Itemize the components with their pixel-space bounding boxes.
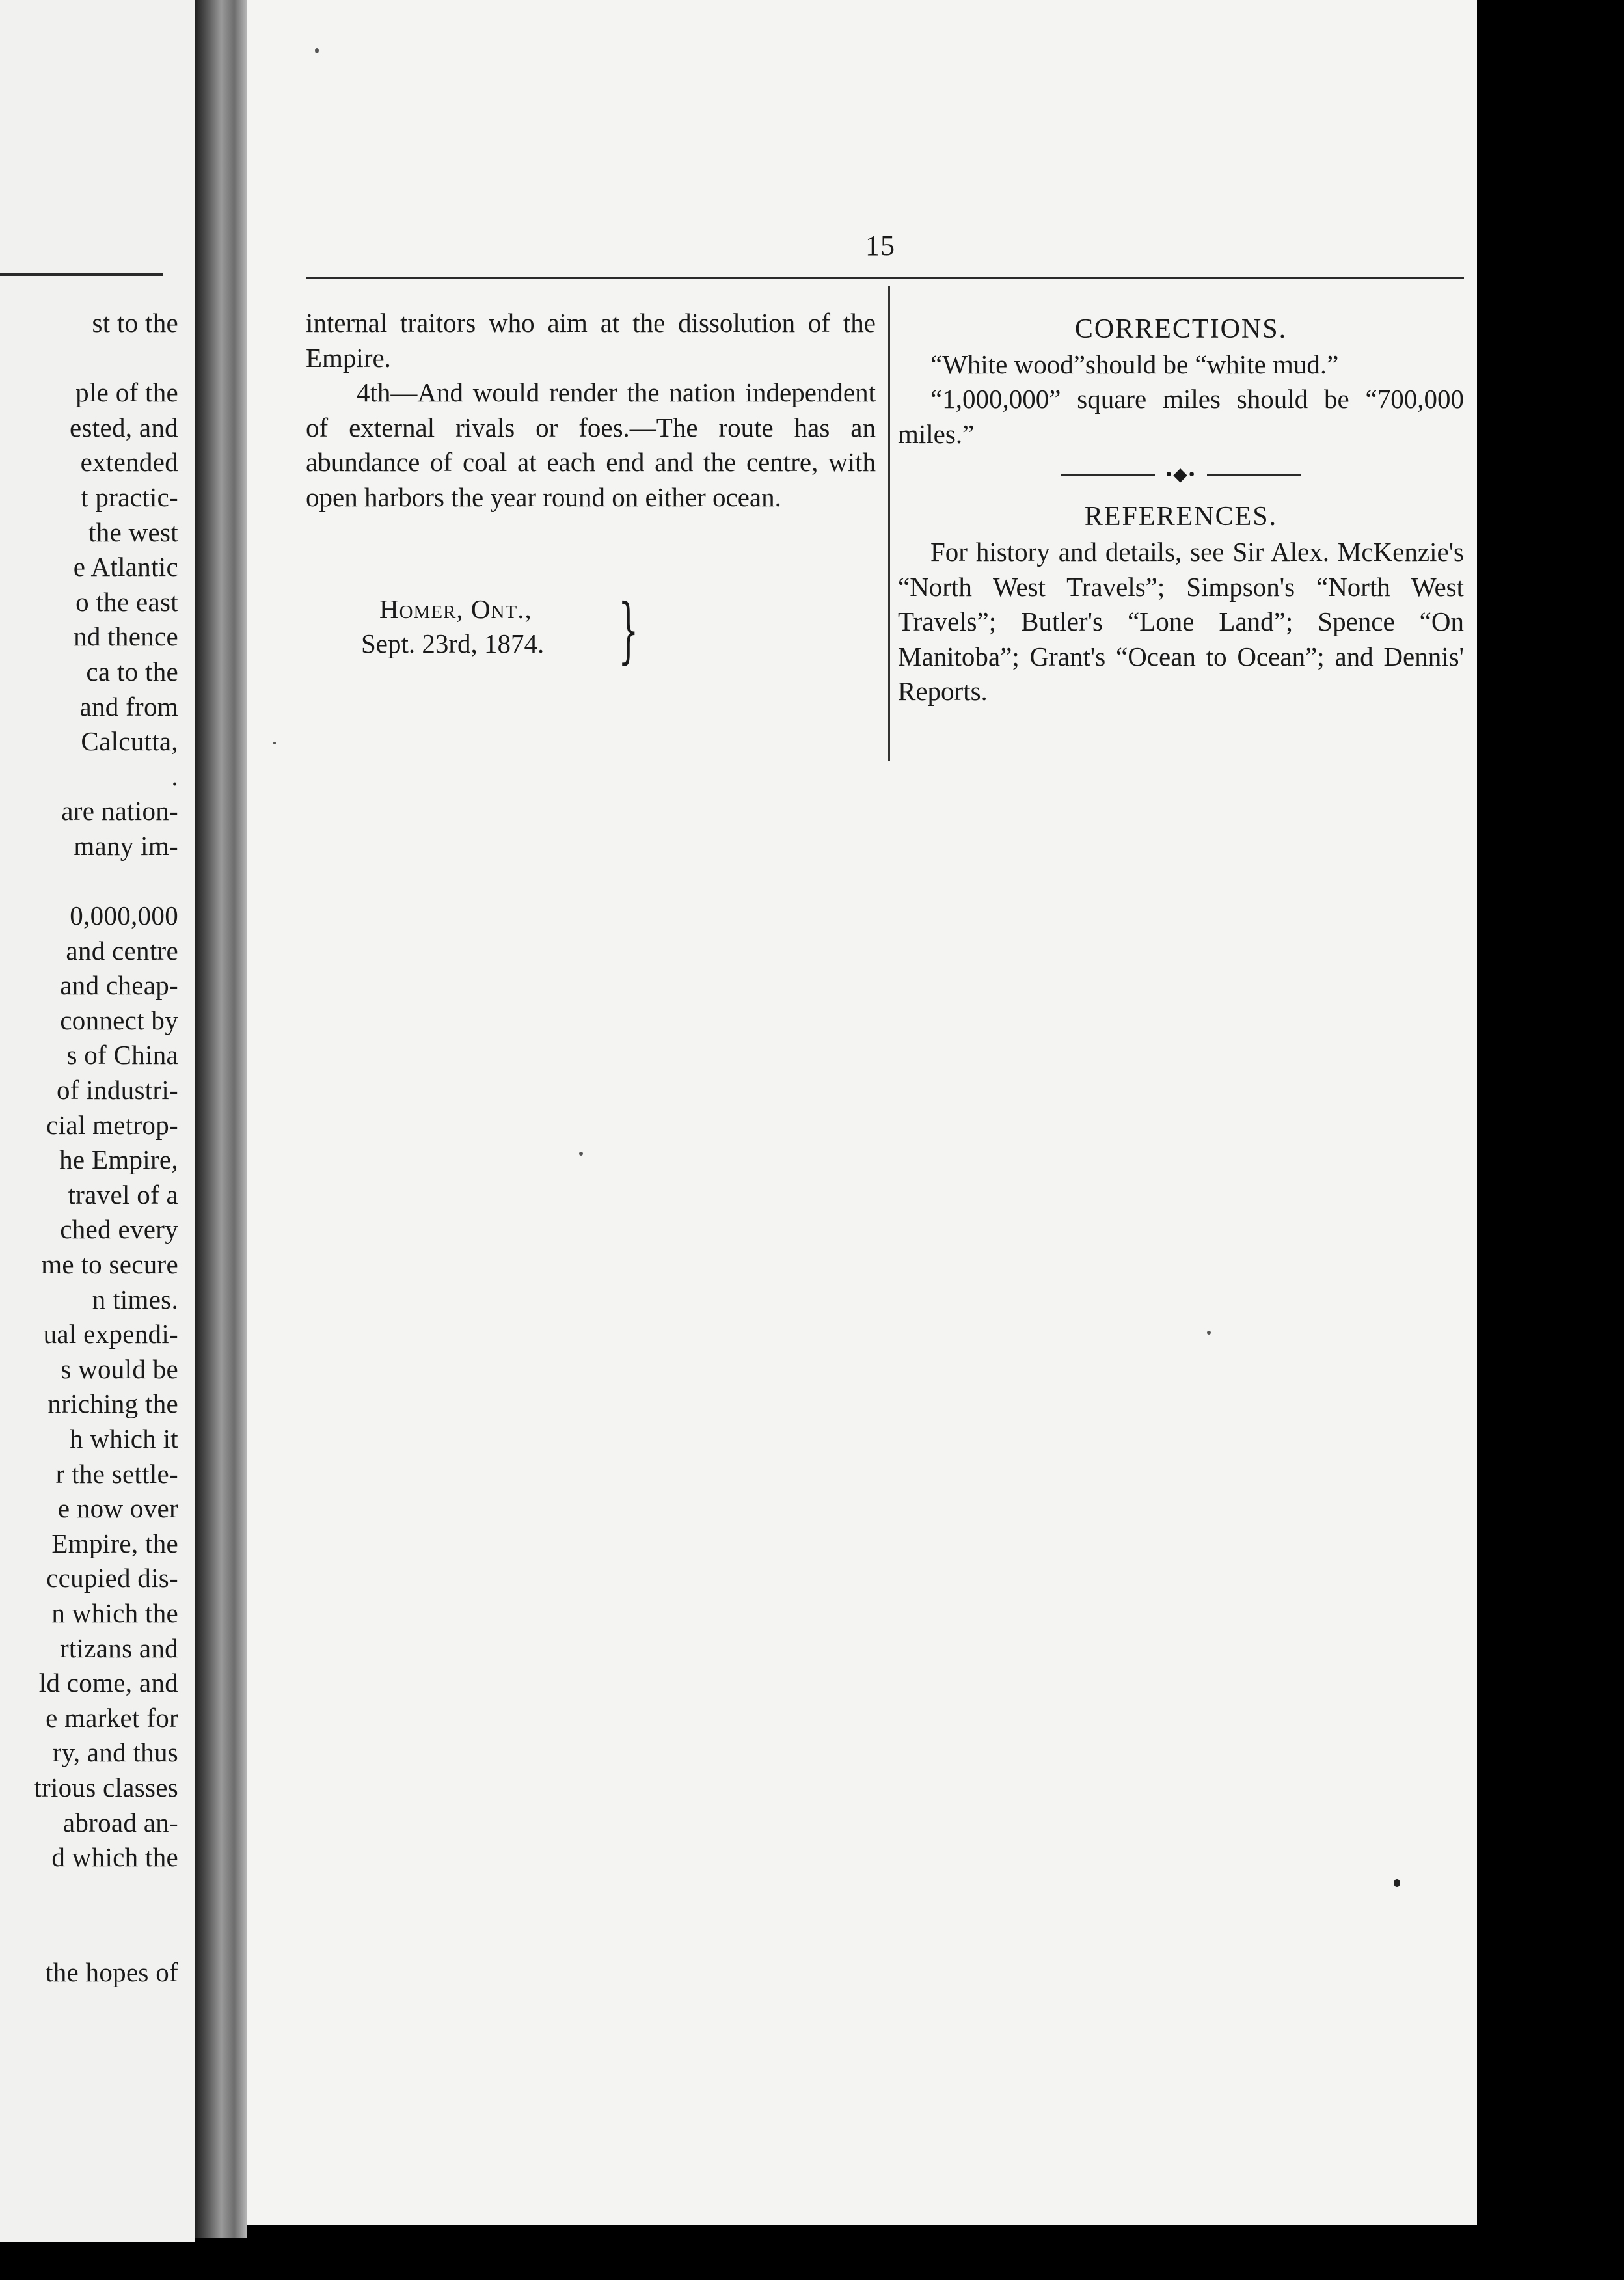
previous-page-text	[0, 306, 178, 1875]
signoff-place: Homer, Ont.,	[379, 594, 532, 624]
paragraph-fourth-point: 4th—And would render the nation independent of external rivals or foes.—The route has an abundance of coal at each end and the centre, with open harbors the year round on either ocean.	[306, 377, 876, 512]
correction-1: “White wood”should be “white mud.”	[930, 349, 1339, 379]
previous-page-line: extended	[80, 447, 178, 478]
previous-page-line: e market for	[46, 1702, 178, 1733]
previous-page-line: and centre	[66, 935, 178, 966]
previous-page-line: Calcutta,	[81, 726, 178, 757]
column-divider	[888, 286, 890, 761]
previous-page-line: travel of a	[68, 1179, 178, 1210]
book-gutter	[195, 0, 247, 2238]
speck	[273, 742, 276, 744]
signoff	[361, 592, 544, 661]
previous-page-line: r the settle-	[55, 1458, 178, 1489]
references-heading: REFERENCES.	[1084, 502, 1278, 532]
previous-page-line: the hopes of	[46, 1957, 178, 1987]
previous-page-line: ca to the	[86, 656, 178, 686]
previous-page-line: and cheap-	[60, 970, 178, 1001]
previous-page-line: are nation-	[61, 796, 178, 826]
section-ornament	[1061, 466, 1301, 485]
previous-page-line: t practic-	[81, 482, 178, 512]
previous-page-line: s of China	[66, 1040, 178, 1070]
previous-page-line: o the east	[75, 586, 178, 617]
corrections-heading: CORRECTIONS.	[1074, 314, 1288, 344]
previous-page-line: nd thence	[74, 621, 178, 652]
header-rule	[306, 277, 1464, 279]
signoff-date: Sept. 23rd, 1874.	[361, 629, 545, 658]
speck	[1207, 1331, 1211, 1335]
previous-page-line: ual expendi-	[43, 1319, 178, 1350]
previous-page-header-rule	[0, 273, 163, 276]
page-number: 15	[865, 230, 895, 262]
previous-page-text-tail	[0, 1955, 178, 1990]
previous-page-line: me to secure	[41, 1249, 178, 1280]
previous-page-line	[0, 341, 178, 376]
previous-page-line	[0, 864, 178, 899]
previous-page-line: h which it	[70, 1424, 178, 1454]
previous-page-line: .	[171, 761, 178, 791]
previous-page-line: s would be	[61, 1353, 178, 1384]
paragraph-dissolution: internal traitors who aim at the dissolution of the Empire.	[306, 308, 876, 373]
current-page	[247, 0, 1477, 2225]
previous-page-line: trious classes	[34, 1772, 178, 1802]
previous-page-line: st to the	[92, 308, 178, 338]
previous-page-line: e Atlantic	[73, 552, 178, 582]
previous-page-line: abroad an-	[62, 1807, 178, 1838]
previous-page-line: e now over	[57, 1493, 178, 1524]
previous-page-line: the west	[88, 517, 178, 547]
previous-page-line: cial metrop-	[46, 1109, 178, 1140]
ornament-dots: •◆•	[1155, 466, 1207, 484]
previous-page-line: ple of the	[75, 377, 178, 408]
previous-page	[0, 0, 195, 2242]
previous-page-line: many im-	[74, 830, 178, 861]
signoff-brace: }	[618, 588, 639, 672]
references-text: For history and details, see Sir Alex. McKenzie's “North West Travels”; Simpson's “North West Travels”; Butler's “Lone Land”; Spence “On Manitoba”; Grant's “Ocean to Ocean”; and Dennis' Reports.	[898, 536, 1464, 707]
previous-page-line: n which the	[51, 1597, 178, 1628]
previous-page-line: Empire, the	[51, 1528, 178, 1558]
speck	[315, 48, 319, 53]
previous-page-line: ccupied dis-	[46, 1563, 178, 1594]
speck	[579, 1152, 583, 1156]
previous-page-line: he Empire,	[59, 1145, 178, 1175]
previous-page-line: ry, and thus	[52, 1737, 178, 1768]
previous-page-line: ld come, and	[38, 1668, 178, 1698]
speck	[1394, 1879, 1400, 1887]
correction-2: “1,000,000” square miles should be “700,000 miles.”	[898, 384, 1464, 449]
previous-page-line: of industri-	[57, 1075, 178, 1106]
previous-page-line: d which the	[51, 1842, 178, 1873]
previous-page-line: ested, and	[70, 412, 178, 442]
previous-page-line: ched every	[60, 1214, 178, 1245]
previous-page-line: nriching the	[47, 1389, 178, 1419]
previous-page-line: 0,000,000	[70, 901, 178, 931]
previous-page-line: connect by	[60, 1005, 178, 1035]
previous-page-line: n times.	[92, 1284, 178, 1314]
left-column	[306, 306, 876, 515]
previous-page-line: rtizans and	[59, 1633, 178, 1663]
right-column	[898, 306, 1464, 709]
previous-page-line: and from	[79, 691, 178, 722]
